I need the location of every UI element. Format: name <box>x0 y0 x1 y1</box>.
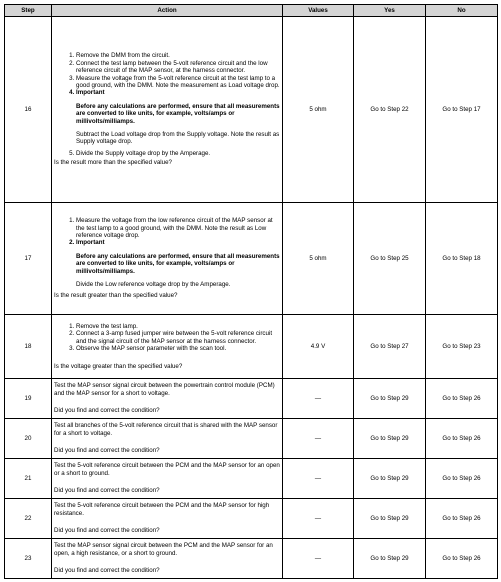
important-warning: Before any calculations are performed, ensure that all measurements are converted to like units, for example, volts/amps or millivolts/milliamps. <box>76 102 280 125</box>
question-text: Did you find and correct the condition? <box>54 407 160 415</box>
list-item <box>76 89 280 145</box>
step-number: 22 <box>5 499 52 539</box>
action-cell <box>52 379 283 419</box>
yes-cell: Go to Step 27 <box>354 315 426 379</box>
yes-cell: Go to Step 29 <box>354 499 426 539</box>
table-row-step-23 <box>5 539 498 579</box>
step-number: 19 <box>5 379 52 419</box>
header-row <box>5 5 498 17</box>
action-text: Test the 5-volt reference circuit between the PCM and the MAP sensor for an open or a short to ground. <box>54 462 280 477</box>
action-list <box>54 217 280 288</box>
header-values: Values <box>283 5 354 17</box>
list-item: 1. Remove the DMM from the circuit. <box>76 52 280 59</box>
value-cell: — <box>283 499 354 539</box>
header-step: Step <box>5 5 52 17</box>
action-cell <box>52 17 283 203</box>
step-number: 23 <box>5 539 52 579</box>
step-number: 21 <box>5 459 52 499</box>
note-text: Divide the Low reference voltage drop by the Amperage. <box>76 281 231 289</box>
value-cell: 4.9 V <box>283 315 354 379</box>
important-warning: Before any calculations are performed, ensure that all measurements are converted to like units, for example, volts/amps or millivolts/milliamps. <box>76 252 280 275</box>
no-cell: Go to Step 26 <box>426 419 498 459</box>
table-row-step-21 <box>5 459 498 499</box>
step-number: 17 <box>5 203 52 315</box>
yes-cell: Go to Step 22 <box>354 17 426 203</box>
question-text: Is the result greater than the specified value? <box>54 292 178 300</box>
table-row-step-17 <box>5 203 498 315</box>
diagnostic-table <box>4 4 498 579</box>
action-cell <box>52 459 283 499</box>
table-row-step-22 <box>5 499 498 539</box>
yes-cell: Go to Step 25 <box>354 203 426 315</box>
no-cell: Go to Step 26 <box>426 539 498 579</box>
list-item: 5. Divide the Supply voltage drop by the Amperage. <box>76 150 280 157</box>
value-cell: 5 ohm <box>283 203 354 315</box>
action-cell <box>52 499 283 539</box>
action-cell <box>52 315 283 379</box>
important-label: Important <box>76 89 105 97</box>
no-cell: Go to Step 18 <box>426 203 498 315</box>
step-number: 20 <box>5 419 52 459</box>
value-cell: — <box>283 379 354 419</box>
header-yes: Yes <box>354 5 426 17</box>
yes-cell: Go to Step 29 <box>354 419 426 459</box>
question-text: Did you find and correct the condition? <box>54 567 160 575</box>
header-action: Action <box>52 5 283 17</box>
question-text: Did you find and correct the condition? <box>54 447 160 455</box>
action-text: Test all branches of the 5-volt reference circuit that is shared with the MAP sensor for a short to voltage. <box>54 422 278 437</box>
value-cell: — <box>283 539 354 579</box>
no-cell: Go to Step 26 <box>426 379 498 419</box>
no-cell: Go to Step 26 <box>426 459 498 499</box>
step-number: 18 <box>5 315 52 379</box>
question-text: Did you find and correct the condition? <box>54 527 160 535</box>
note-text: Subtract the Load voltage drop from the Supply voltage. Note the result as Supply voltage drop. <box>76 131 280 146</box>
action-text: Test the 5-volt reference circuit between the PCM and the MAP sensor for high resistance. <box>54 502 270 517</box>
list-item: 3. Measure the voltage from the 5-volt reference circuit at the test lamp to a good ground, with the DMM. Note the measurement as Load voltage drop. <box>76 75 280 90</box>
yes-cell: Go to Step 29 <box>354 459 426 499</box>
list-item: 2. Connect the test lamp between the 5-volt reference circuit and the low reference circuit of the MAP sensor, at the harness connector. <box>76 60 280 75</box>
no-cell: Go to Step 17 <box>426 17 498 203</box>
list-item: 2. Connect a 3-amp fused jumper wire between the 5-volt reference circuit and the signal circuit of the MAP sensor at the harness connector. <box>76 330 280 345</box>
action-cell <box>52 203 283 315</box>
action-list <box>54 323 280 353</box>
no-cell: Go to Step 26 <box>426 499 498 539</box>
list-item: 1. Remove the test lamp. <box>76 323 280 330</box>
table-row-step-19 <box>5 379 498 419</box>
value-cell: — <box>283 459 354 499</box>
question-text: Did you find and correct the condition? <box>54 487 160 495</box>
question-text: Is the result more than the specified value? <box>54 159 172 167</box>
action-cell <box>52 419 283 459</box>
value-cell: — <box>283 419 354 459</box>
no-cell: Go to Step 23 <box>426 315 498 379</box>
important-label: Important <box>76 239 105 247</box>
action-cell <box>52 539 283 579</box>
action-text: Test the MAP sensor signal circuit between the PCM and the MAP sensor for an open, a high resistance, or a short to ground. <box>54 542 273 557</box>
table-row-step-18 <box>5 315 498 379</box>
list-item: 3. Observe the MAP sensor parameter with the scan tool. <box>76 345 280 352</box>
yes-cell: Go to Step 29 <box>354 379 426 419</box>
step-number: 16 <box>5 17 52 203</box>
table-row-step-20 <box>5 419 498 459</box>
yes-cell: Go to Step 29 <box>354 539 426 579</box>
value-cell: 5 ohm <box>283 17 354 203</box>
list-item <box>76 239 280 288</box>
list-item: 1. Measure the voltage from the low reference circuit of the MAP sensor at the test lamp to a good ground, with the DMM. Note the result as Low reference voltage drop. <box>76 217 280 239</box>
question-text: Is the voltage greater than the specified value? <box>54 362 183 370</box>
table-row-step-16 <box>5 17 498 203</box>
action-list <box>54 52 280 157</box>
header-no: No <box>426 5 498 17</box>
action-text: Test the MAP sensor signal circuit between the powertrain control module (PCM) and the MAP sensor for a short to voltage. <box>54 382 275 397</box>
